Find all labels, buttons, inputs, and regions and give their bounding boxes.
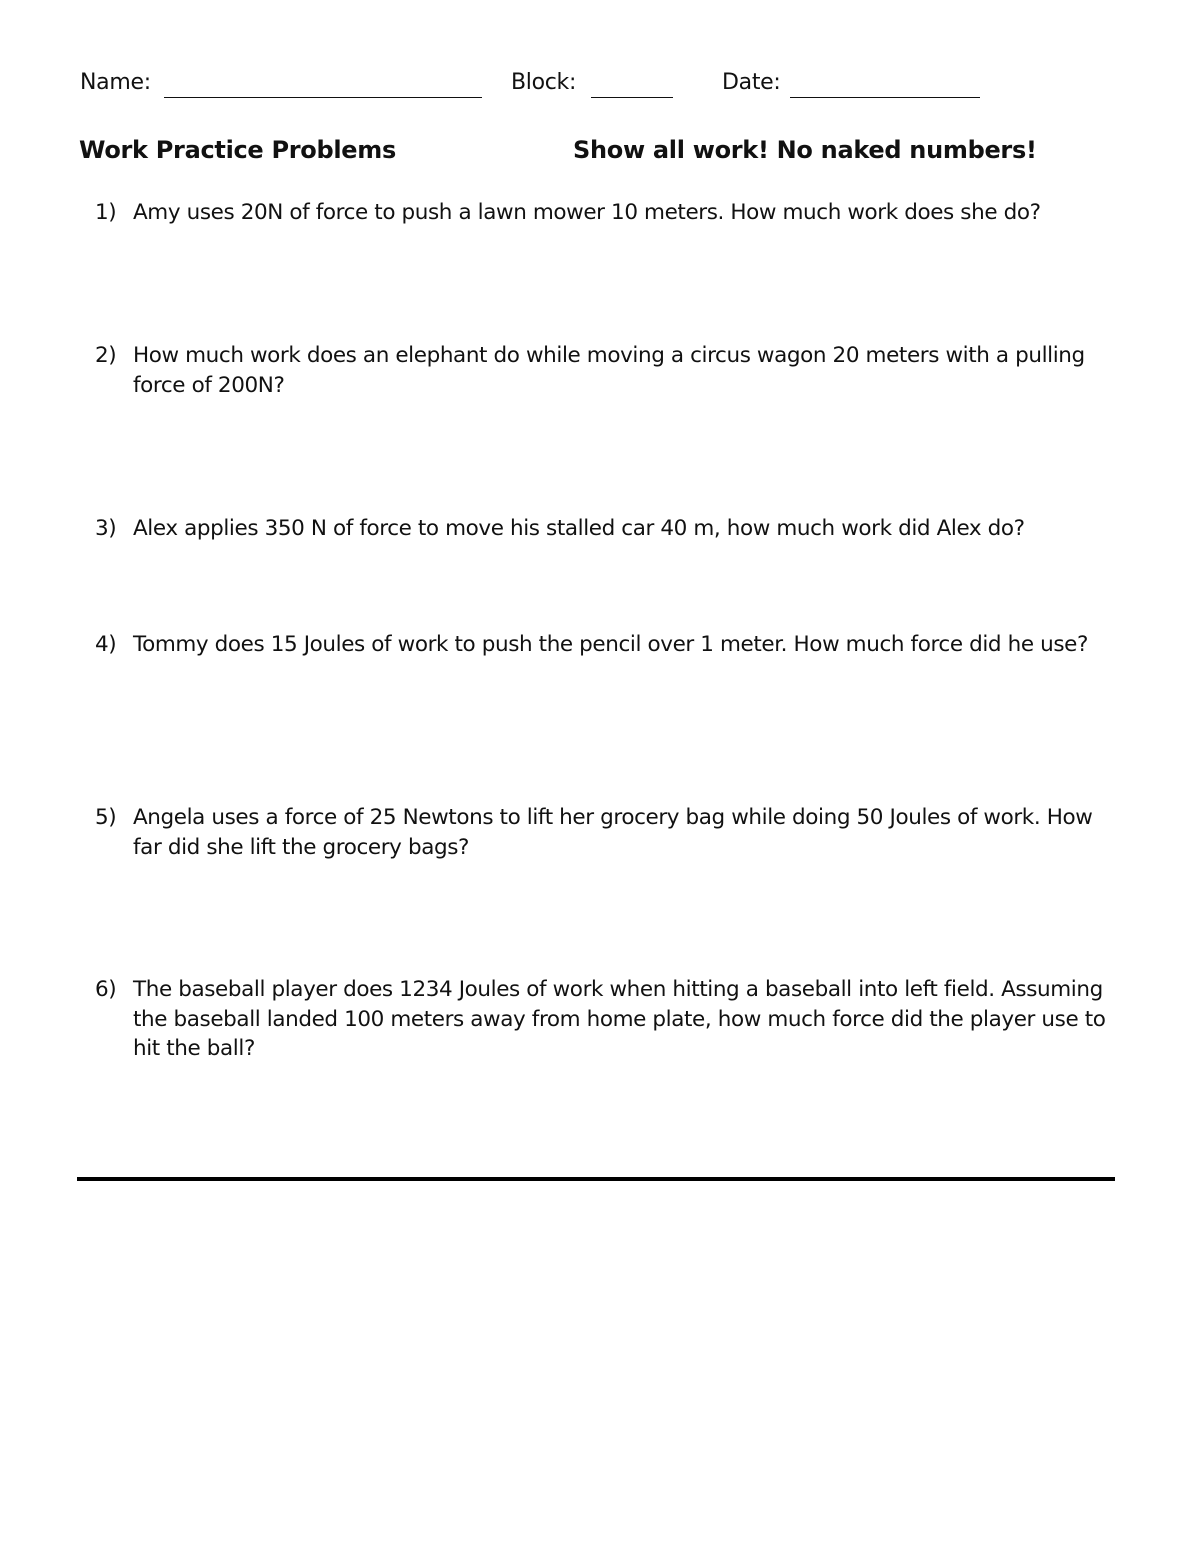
name-blank-line[interactable] bbox=[164, 97, 482, 98]
problem-item bbox=[95, 975, 1115, 1064]
problem-number: 3) bbox=[95, 516, 117, 541]
date-label: Date: bbox=[722, 70, 781, 95]
problem-item bbox=[95, 803, 1115, 862]
problem-item bbox=[95, 341, 1115, 400]
problem-number: 4) bbox=[95, 632, 117, 657]
problem-item bbox=[95, 198, 1115, 228]
section-divider bbox=[77, 1177, 1115, 1181]
problem-text: The baseball player does 1234 Joules of work when hitting a baseball into left field. Assuming the baseball landed 100 meters away from home plate, how much force did the player use to hit the ball? bbox=[133, 977, 1106, 1061]
problem-item bbox=[95, 630, 1115, 660]
student-info-header bbox=[80, 70, 1080, 104]
problem-text: Amy uses 20N of force to push a lawn mower 10 meters. How much work does she do? bbox=[133, 200, 1041, 225]
instructions-heading: Show all work! No naked numbers! bbox=[573, 136, 1037, 164]
problem-number: 1) bbox=[95, 200, 117, 225]
problem-number: 2) bbox=[95, 343, 117, 368]
name-label: Name: bbox=[80, 70, 151, 95]
block-blank-line[interactable] bbox=[591, 97, 673, 98]
worksheet-title: Work Practice Problems bbox=[79, 136, 396, 164]
date-blank-line[interactable] bbox=[790, 97, 980, 98]
problem-number: 6) bbox=[95, 977, 117, 1002]
problem-number: 5) bbox=[95, 805, 117, 830]
problem-text: How much work does an elephant do while moving a circus wagon 20 meters with a pulling force of 200N? bbox=[133, 343, 1085, 398]
problem-text: Angela uses a force of 25 Newtons to lift her grocery bag while doing 50 Joules of work. How far did she lift the grocery bags? bbox=[133, 805, 1093, 860]
block-label: Block: bbox=[511, 70, 577, 95]
problem-text: Alex applies 350 N of force to move his stalled car 40 m, how much work did Alex do? bbox=[133, 516, 1025, 541]
problem-text: Tommy does 15 Joules of work to push the pencil over 1 meter. How much force did he use? bbox=[133, 632, 1088, 657]
problem-item bbox=[95, 514, 1115, 544]
